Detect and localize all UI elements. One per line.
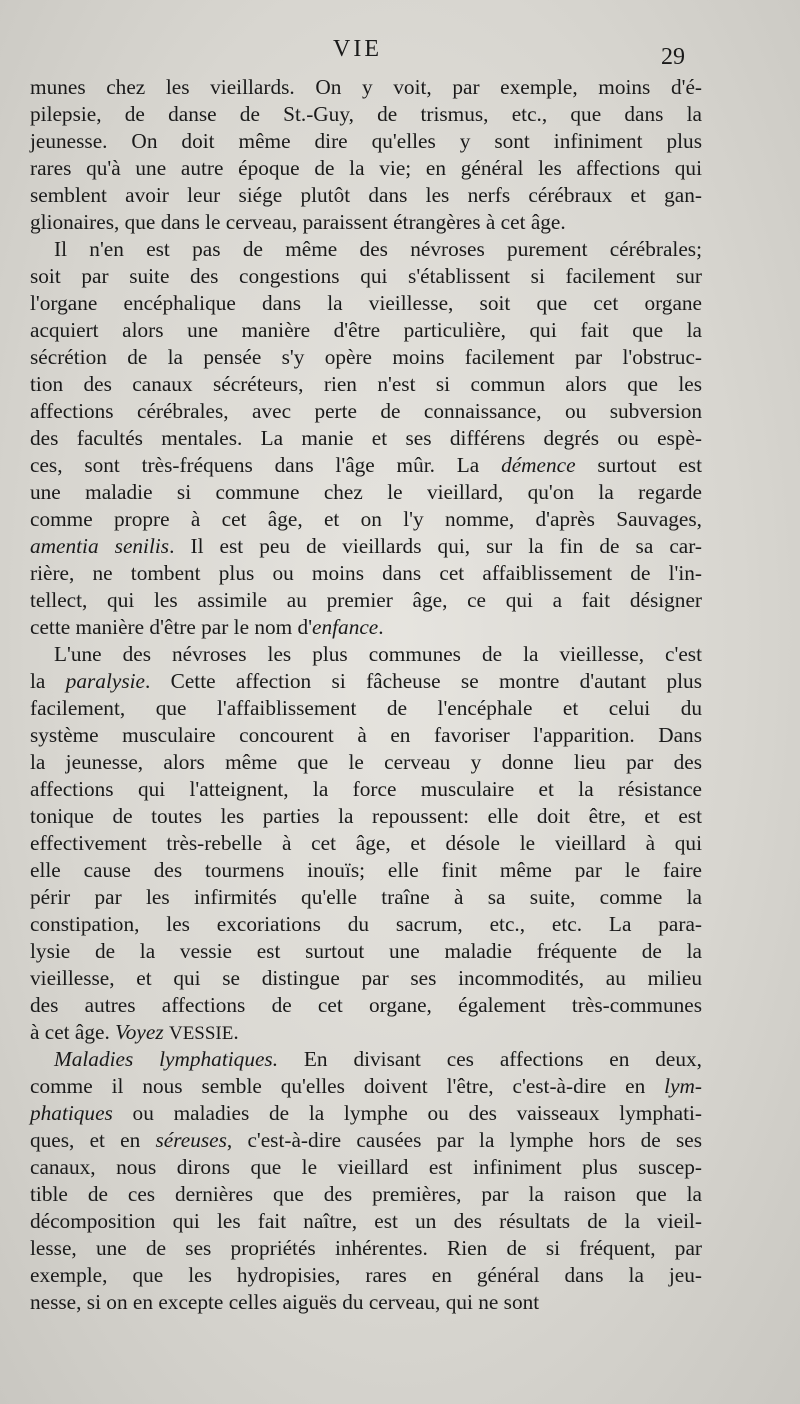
text-line: effectivement très-rebelle à cet âge, et désole le vieillard à qui — [30, 831, 702, 855]
text-line: la paralysie. Cette affection si fâcheuse se montre d'autant plus — [30, 669, 702, 693]
text-line: affections cérébrales, avec perte de connaissance, ou subversion — [30, 399, 702, 423]
text-line: système musculaire concourent à en favoriser l'apparition. Dans — [30, 723, 702, 747]
text-line: tellect, qui les assimile au premier âge, ce qui a fait désigner — [30, 588, 702, 612]
text-line: elle cause des tourmens inouïs; elle finit même par le faire — [30, 858, 702, 882]
text-line: nesse, si on en excepte celles aiguës du cerveau, qui ne sont — [30, 1290, 540, 1314]
page-header — [30, 36, 685, 70]
running-head: VIE — [333, 36, 382, 62]
text-line: tonique de toutes les parties la repoussent: elle doit être, et est — [30, 804, 702, 828]
text-line: munes chez les vieillards. On y voit, par exemple, moins d'é- — [30, 75, 702, 99]
text-line: ques, et en séreuses, c'est-à-dire causées par la lymphe hors de ses — [30, 1128, 702, 1152]
text-line: constipation, les excoriations du sacrum, etc., etc. La para- — [30, 912, 702, 936]
text-line: jeunesse. On doit même dire qu'elles y sont infiniment plus — [30, 129, 702, 153]
text-line: tion des canaux sécréteurs, rien n'est si commun alors que les — [30, 372, 702, 396]
text-line: acquiert alors une manière d'être particulière, qui fait que la — [30, 318, 702, 342]
text-line: la jeunesse, alors même que le cerveau y donne lieu par des — [30, 750, 702, 774]
body-text — [30, 74, 702, 1316]
text-line: une maladie si commune chez le vieillard, qu'on la regarde — [30, 480, 702, 504]
page-number: 29 — [661, 44, 685, 70]
text-line: cette manière d'être par le nom d'enfance. — [30, 615, 384, 639]
text-line: des autres affections de cet organe, également très-communes — [30, 993, 702, 1017]
text-line: comme il nous semble qu'elles doivent l'être, c'est-à-dire en lym- — [30, 1074, 702, 1098]
text-line: tible de ces dernières que des premières, par la raison que la — [30, 1182, 702, 1206]
text-line: pilepsie, de danse de St.-Guy, de trismus, etc., que dans la — [30, 102, 702, 126]
text-line: facilement, que l'affaiblissement de l'encéphale et celui du — [30, 696, 702, 720]
text-line: comme propre à cet âge, et on l'y nomme, d'après Sauvages, — [30, 507, 702, 531]
text-line: ces, sont très-fréquens dans l'âge mûr. La démence surtout est — [30, 453, 703, 477]
text-line: rares qu'à une autre époque de la vie; en général les affections qui — [30, 156, 702, 180]
text-line: glionaires, que dans le cerveau, paraissent étrangères à cet âge. — [30, 210, 566, 234]
text-line: affections qui l'atteignent, la force musculaire et la résistance — [30, 777, 702, 801]
text-line: lesse, une de ses propriétés inhérentes. Rien de si fréquent, par — [30, 1236, 702, 1260]
text-line: à cet âge. Voyez VESSIE. — [30, 1020, 239, 1044]
text-line: Maladies lymphatiques. En divisant ces affections en deux, — [54, 1047, 702, 1071]
text-line: l'organe encéphalique dans la vieillesse, soit que cet organe — [30, 291, 702, 315]
text-line: rière, ne tombent plus ou moins dans cet affaiblissement de l'in- — [30, 561, 702, 585]
text-line: des facultés mentales. La manie et ses différens degrés ou espè- — [30, 426, 702, 450]
text-line: vieillesse, et qui se distingue par ses incommodités, au milieu — [30, 966, 702, 990]
text-line: décomposition qui les fait naître, est un des résultats de la vieil- — [30, 1209, 702, 1233]
text-line: soit par suite des congestions qui s'établissent si facilement sur — [30, 264, 702, 288]
text-line: amentia senilis. Il est peu de vieillards qui, sur la fin de sa car- — [30, 534, 702, 558]
text-line: semblent avoir leur siége plutôt dans les nerfs cérébraux et gan- — [30, 183, 702, 207]
text-line: périr par les infirmités qu'elle traîne à sa suite, comme la — [30, 885, 702, 909]
text-line: canaux, nous dirons que le vieillard est infiniment plus suscep- — [30, 1155, 702, 1179]
text-line: phatiques ou maladies de la lymphe ou des vaisseaux lymphati- — [30, 1101, 702, 1125]
text-line: exemple, que les hydropisies, rares en général dans la jeu- — [30, 1263, 702, 1287]
text-line: sécrétion de la pensée s'y opère moins facilement par l'obstruc- — [30, 345, 702, 369]
text-line: Il n'en est pas de même des névroses purement cérébrales; — [54, 237, 702, 261]
text-line: L'une des névroses les plus communes de la vieillesse, c'est — [54, 642, 702, 666]
text-line: lysie de la vessie est surtout une maladie fréquente de la — [30, 939, 702, 963]
